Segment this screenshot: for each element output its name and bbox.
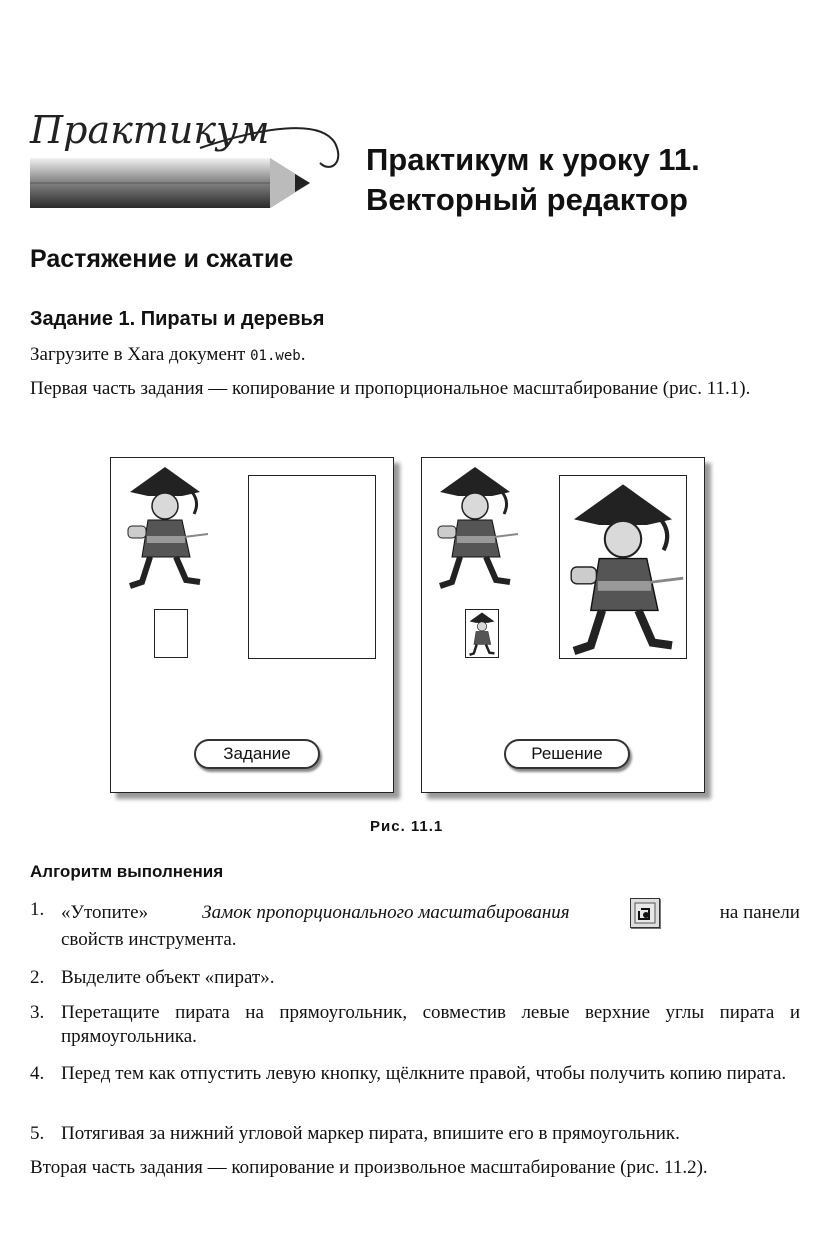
task-title: Задание 1. Пираты и деревья — [30, 308, 325, 330]
section-title: Растяжение и сжатие — [30, 245, 294, 273]
task-button[interactable]: Задание — [194, 739, 320, 769]
chapter-title-line1: Практикум к уроку 11. — [366, 142, 700, 177]
step-number: 1. — [30, 899, 45, 920]
algorithm-title: Алгоритм выполнения — [30, 862, 224, 881]
step-1-part-c: на панели — [719, 902, 800, 923]
step-number: 2. — [30, 967, 45, 988]
lock-icon — [631, 899, 659, 927]
file-name: 01.web — [250, 348, 301, 364]
pirate-image — [120, 462, 210, 590]
load-instruction — [30, 343, 800, 368]
chapter-title-line2: Векторный редактор — [366, 182, 688, 217]
pirate-image — [560, 476, 686, 658]
logo-script-text: Практикум — [30, 108, 270, 152]
step-1-line — [61, 898, 800, 928]
large-rectangle — [248, 475, 376, 659]
step-text: Перед тем как отпустить левую кнопку, щёлкните правой, чтобы получить копию пирата. — [61, 1063, 787, 1084]
chapter-title — [366, 140, 806, 220]
list-item — [30, 1062, 800, 1086]
task-intro: Первая часть задания — копирование и пропорциональное масштабирование (рис. 11.1). — [30, 378, 751, 399]
step-number: 4. — [30, 1063, 45, 1084]
list-item — [30, 1122, 800, 1146]
figure-caption: Рис. 11.1 — [370, 818, 444, 835]
list-item — [30, 1001, 800, 1049]
step-text: Потягивая за нижний угловой маркер пирата, впишите его в прямоугольник. — [61, 1123, 680, 1144]
step-1-part-d: свойств инструмента. — [61, 929, 237, 950]
step-text: Перетащите пирата на прямоугольник, совместив левые верхние углы пирата и прямоугольника. — [61, 1002, 800, 1047]
large-pirate-copy — [559, 475, 687, 659]
step-number: 5. — [30, 1123, 45, 1144]
list-item — [30, 966, 800, 990]
step-1-lock-name: Замок пропорционального масштабирования — [202, 902, 570, 923]
pirate-image — [466, 610, 498, 657]
small-rectangle — [154, 609, 188, 658]
load-suffix: . — [300, 344, 306, 365]
closing-paragraph: Вторая часть задания — копирование и произвольное масштабирование (рис. 11.2). — [30, 1157, 708, 1178]
step-1-part-a: «Утопите» — [61, 902, 149, 923]
list-item — [30, 898, 800, 952]
step-text — [61, 898, 800, 952]
solution-button[interactable]: Решение — [504, 739, 630, 769]
small-pirate-copy — [465, 609, 499, 658]
load-prefix: Загрузите в Xara документ — [30, 344, 251, 365]
step-text: Выделите объект «пират». — [61, 967, 275, 988]
pirate-image — [430, 462, 520, 590]
lock-proportion-icon[interactable] — [630, 898, 660, 928]
step-number: 3. — [30, 1002, 45, 1023]
